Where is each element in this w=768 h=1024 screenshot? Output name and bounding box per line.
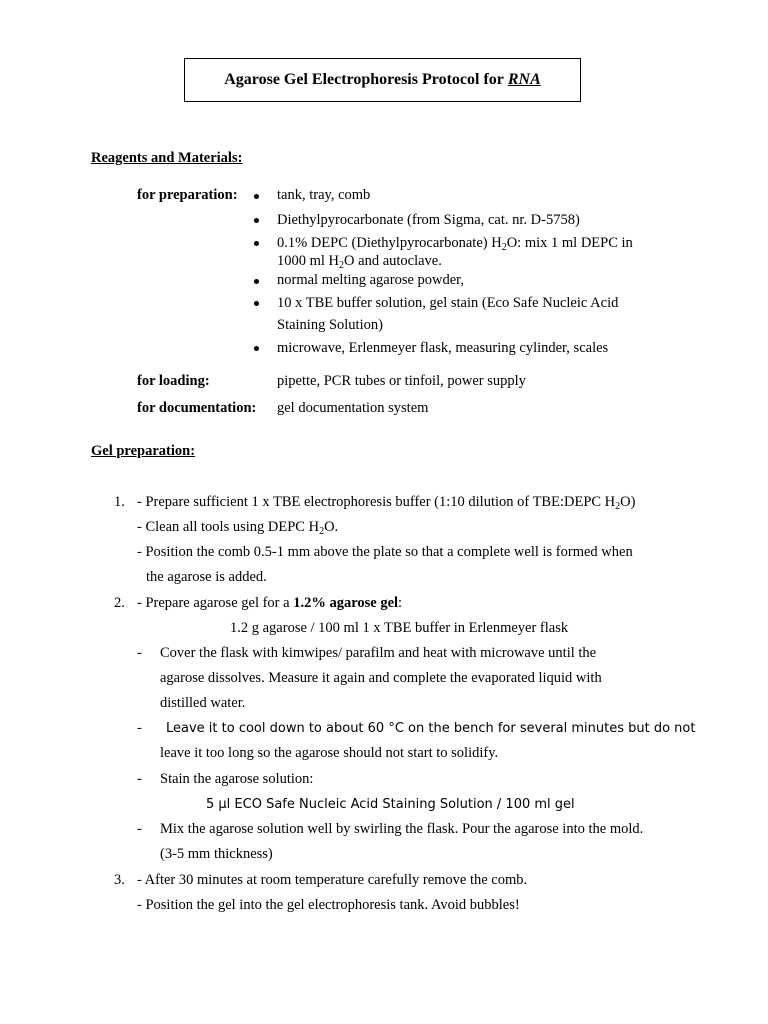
title-emphasis: RNA	[507, 71, 541, 89]
instruction-line: agarose dissolves. Measure it again and complete the evaporated liquid with	[160, 670, 602, 686]
title-text: Agarose Gel Electrophoresis Protocol for	[224, 71, 504, 89]
reagents-heading: Reagents and Materials:	[91, 150, 243, 166]
bullet-icon	[254, 279, 259, 284]
step-line: - Position the gel into the gel electrophoresis tank. Avoid bubbles!	[137, 897, 520, 913]
instruction-line: (3-5 mm thickness)	[160, 846, 273, 862]
documentation-text: gel documentation system	[277, 400, 429, 416]
bullet-icon	[254, 194, 259, 199]
loading-text: pipette, PCR tubes or tinfoil, power supply	[277, 373, 526, 389]
page-title	[184, 58, 581, 102]
step-line: - Prepare agarose gel for a 1.2% agarose gel:	[137, 595, 403, 611]
dash-marker: -	[137, 821, 142, 837]
loading-label: for loading:	[137, 373, 210, 389]
step-line: - Prepare sufficient 1 x TBE electrophoresis buffer (1:10 dilution of TBE:DEPC $H_2O$)	[137, 494, 636, 512]
prep-label: for preparation:	[137, 187, 238, 203]
prep-item: microwave, Erlenmeyer flask, measuring cylinder, scales	[277, 340, 609, 356]
instruction-line: Leave it to cool down to about 60 °C on the bench for several minutes but do not	[166, 721, 696, 736]
instruction-line: Mix the agarose solution well by swirling the flask. Pour the agarose into the mold.	[160, 821, 644, 837]
step-line: the agarose is added.	[146, 569, 267, 585]
prep-item: Diethylpyrocarbonate (from Sigma, cat. nr. D-5758)	[277, 212, 580, 228]
step-number: 3.	[114, 872, 125, 888]
prep-item: 0.1% DEPC (Diethylpyrocarbonate) $H_2O$: mix 1 ml DEPC in	[277, 235, 633, 253]
bullet-icon	[254, 301, 259, 306]
instruction-line: leave it too long so the agarose should not start to solidify.	[160, 745, 499, 761]
bullet-icon	[254, 346, 259, 351]
formula-line: 1.2 g agarose / 100 ml 1 x TBE buffer in Erlenmeyer flask	[230, 620, 569, 636]
prep-item-continued: Staining Solution)	[277, 317, 383, 333]
step-line: - Position the comb 0.5-1 mm above the plate so that a complete well is formed when	[137, 544, 633, 560]
prep-item: tank, tray, comb	[277, 187, 371, 203]
bullet-icon	[254, 218, 259, 223]
bullet-icon	[254, 241, 259, 246]
dash-marker: -	[137, 645, 142, 661]
step-number: 2.	[114, 595, 125, 611]
prep-item: normal melting agarose powder,	[277, 272, 465, 288]
documentation-label: for documentation:	[137, 400, 257, 416]
step-number: 1.	[114, 494, 125, 510]
instruction-line: Stain the agarose solution:	[160, 771, 314, 787]
dash-marker: -	[137, 720, 142, 736]
gel-prep-heading: Gel preparation:	[91, 443, 196, 459]
prep-item: 10 x TBE buffer solution, gel stain (Eco Safe Nucleic Acid	[277, 295, 619, 311]
dash-marker: -	[137, 771, 142, 787]
instruction-line: distilled water.	[160, 695, 246, 711]
formula-line: 5 µl ECO Safe Nucleic Acid Staining Solution / 100 ml gel	[206, 797, 575, 812]
instruction-line: Cover the flask with kimwipes/ parafilm and heat with microwave until the	[160, 645, 597, 661]
step-line: - After 30 minutes at room temperature carefully remove the comb.	[137, 872, 528, 888]
step-line: - Clean all tools using DEPC $H_2O$.	[137, 519, 339, 537]
prep-item-continued: 1000 ml $H_2O$ and autoclave.	[277, 253, 442, 271]
